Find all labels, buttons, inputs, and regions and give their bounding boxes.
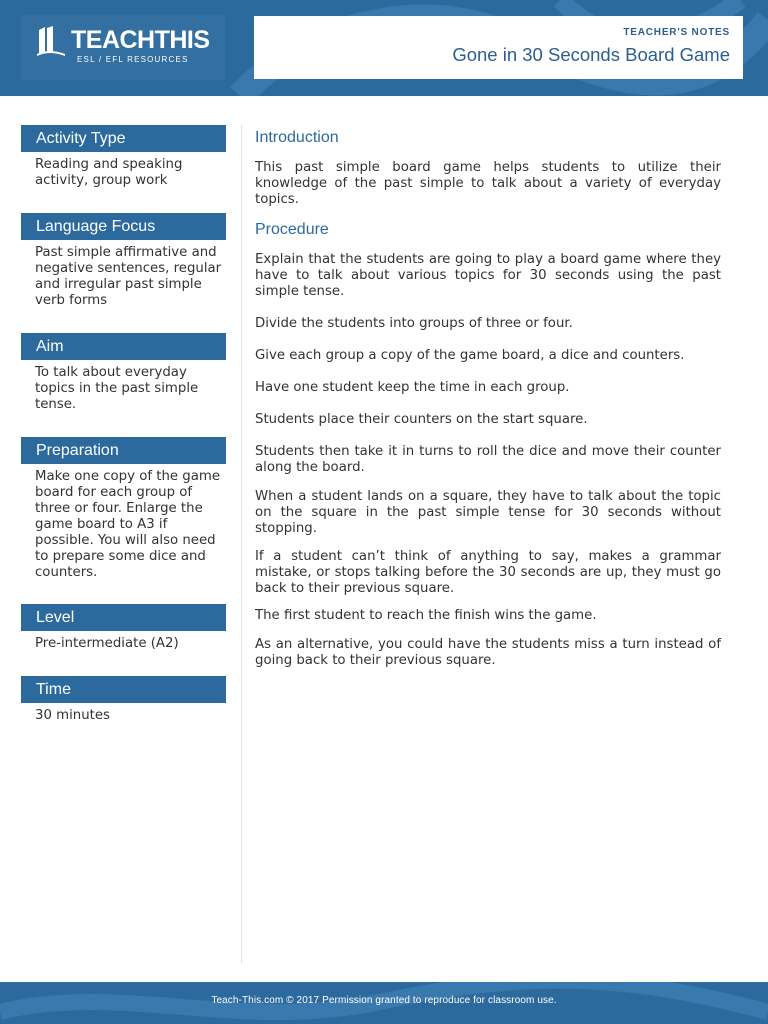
title-box bbox=[254, 16, 743, 79]
procedure-step: If a student can’t think of anything to say, makes a grammar mistake, or stops talking before the 30 seconds are up, they must go back to their previous square. bbox=[255, 549, 721, 596]
section-heading: Time bbox=[21, 676, 226, 703]
logo-subtitle: ESL / EFL RESOURCES bbox=[77, 55, 189, 64]
book-icon bbox=[35, 24, 69, 58]
section-body: Pre-intermediate (A2) bbox=[35, 636, 179, 651]
page-header bbox=[0, 0, 768, 96]
procedure-step: The first student to reach the finish wins the game. bbox=[255, 608, 597, 623]
procedure-step: When a student lands on a square, they have to talk about the topic on the square in the past simple tense for 30 seconds without stopping. bbox=[255, 489, 721, 536]
procedure-step: Students place their counters on the start square. bbox=[255, 412, 588, 427]
footer-copyright: Teach-This.com © 2017 Permission granted to reproduce for classroom use. bbox=[211, 995, 557, 1006]
sidebar-section-level bbox=[21, 604, 226, 652]
sidebar-section-time bbox=[21, 676, 226, 724]
page-title: Gone in 30 Seconds Board Game bbox=[452, 44, 730, 65]
page-footer bbox=[0, 982, 768, 1024]
section-heading: Preparation bbox=[21, 437, 226, 464]
procedure-step: Have one student keep the time in each group. bbox=[255, 380, 570, 395]
section-heading: Level bbox=[21, 604, 226, 631]
section-heading: Aim bbox=[21, 333, 226, 360]
sidebar-section-preparation bbox=[21, 437, 226, 581]
sidebar-section-activity-type bbox=[21, 125, 226, 189]
section-heading: Language Focus bbox=[21, 213, 226, 240]
introduction-heading: Introduction bbox=[255, 129, 339, 146]
introduction-text: This past simple board game helps students to utilize their knowledge of the past simple to talk about a variety of everyday topics. bbox=[255, 160, 721, 207]
column-divider bbox=[241, 125, 242, 963]
section-body: Make one copy of the game board for each group of three or four. Enlarge the game board to A3 if possible. You will also need to prepare some dice and counters. bbox=[35, 469, 221, 580]
procedure-step: Students then take it in turns to roll the dice and move their counter along the board. bbox=[255, 444, 721, 475]
section-heading: Activity Type bbox=[21, 125, 226, 152]
procedure-heading: Procedure bbox=[255, 221, 329, 238]
section-body: Reading and speaking activity, group work bbox=[35, 157, 183, 188]
sidebar-section-aim bbox=[21, 333, 226, 413]
procedure-step: Give each group a copy of the game board, a dice and counters. bbox=[255, 348, 685, 363]
sidebar-section-language-focus bbox=[21, 213, 226, 309]
procedure-step: Explain that the students are going to play a board game where they have to talk about various topics for 30 seconds using the past simple tense. bbox=[255, 252, 721, 299]
section-body: To talk about everyday topics in the past simple tense. bbox=[35, 365, 199, 412]
section-body: 30 minutes bbox=[35, 708, 110, 723]
logo-text: TEACHTHIS bbox=[71, 26, 210, 54]
notes-label: TEACHER'S NOTES bbox=[623, 27, 730, 38]
procedure-step: Divide the students into groups of three or four. bbox=[255, 316, 573, 331]
procedure-step: As an alternative, you could have the students miss a turn instead of going back to their previous square. bbox=[255, 637, 721, 668]
logo[interactable] bbox=[21, 15, 225, 80]
section-body: Past simple affirmative and negative sentences, regular and irregular past simple verb forms bbox=[35, 245, 222, 308]
